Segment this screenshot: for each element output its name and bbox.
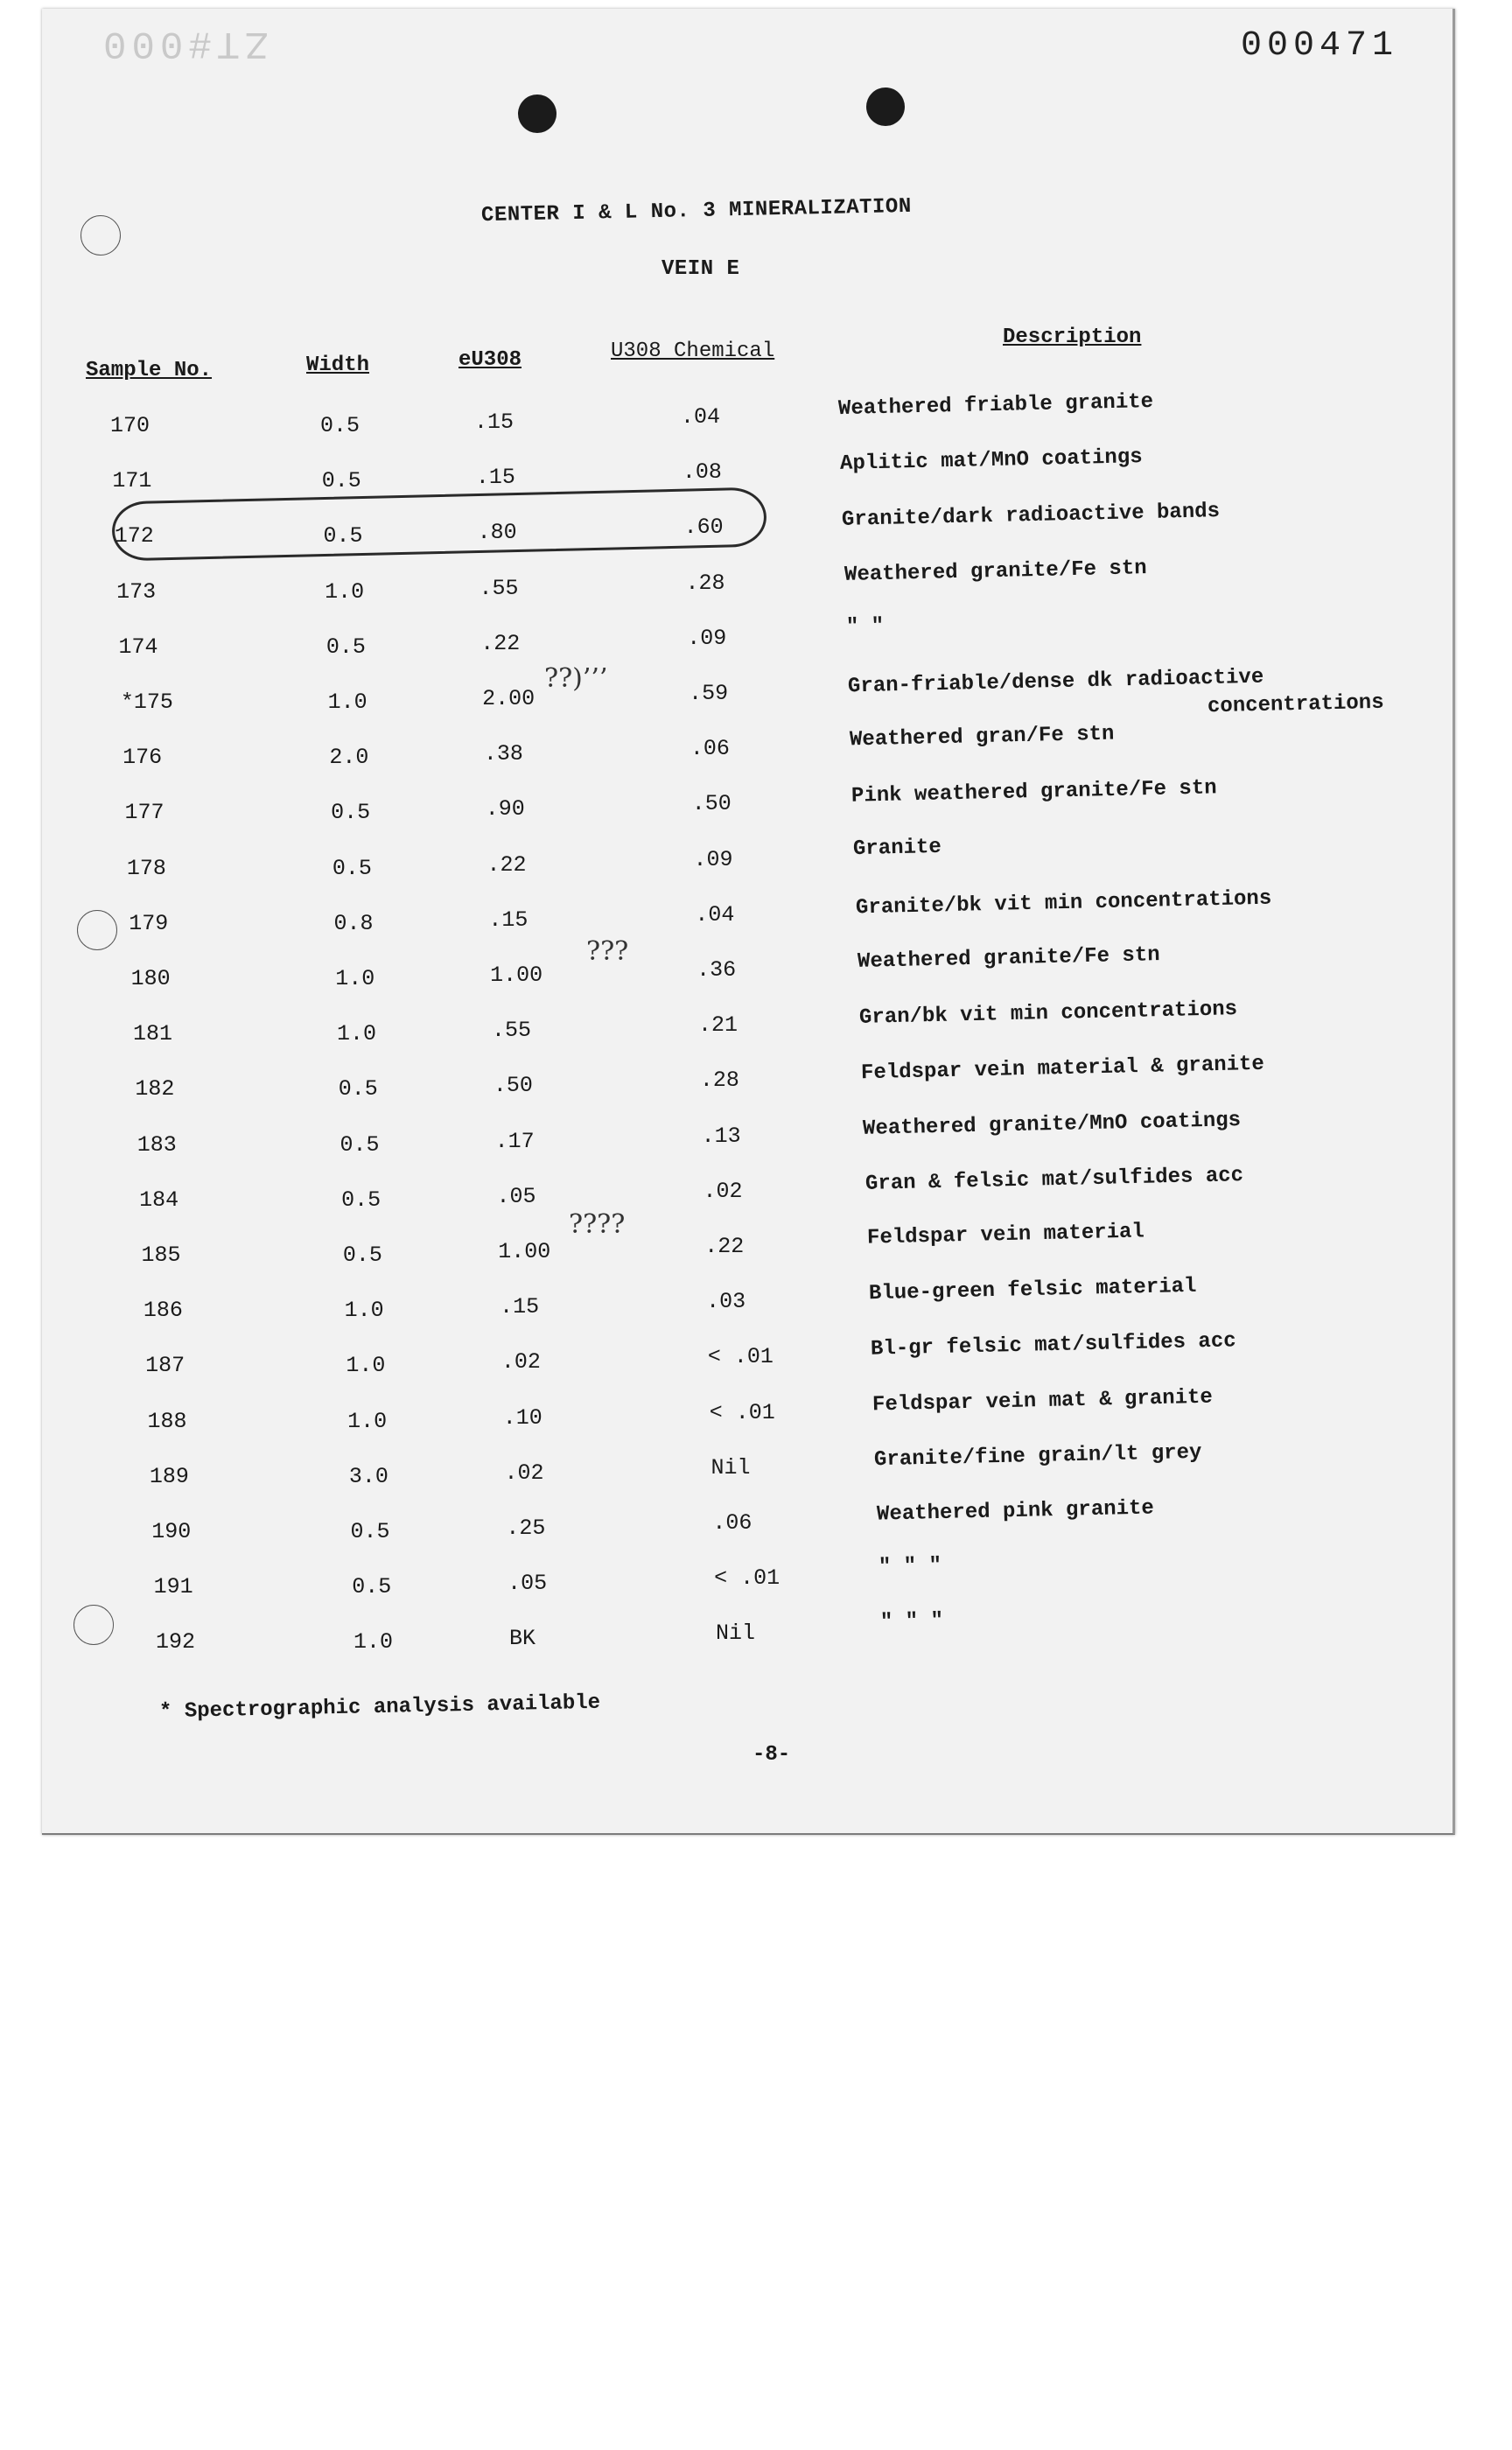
width-cell: 0.5 <box>320 413 360 438</box>
sample-no-cell: 178 <box>126 855 166 881</box>
width-cell: 0.5 <box>340 1131 380 1158</box>
description-cell: Gran-friable/dense dk radioactive <box>847 665 1264 699</box>
sample-no-cell: 177 <box>124 800 164 826</box>
description-cell: Aplitic mat/MnO coatings <box>839 445 1144 477</box>
eu308-cell: .55 <box>479 575 519 601</box>
width-cell: 1.0 <box>347 1408 388 1434</box>
width-cell: 0.5 <box>342 1242 382 1268</box>
header-sample-no: Sample No. <box>86 359 213 382</box>
sample-no-cell: 190 <box>151 1519 192 1544</box>
header-description: Description <box>1003 326 1142 349</box>
width-cell: 0.5 <box>352 1574 392 1600</box>
width-cell: 0.5 <box>341 1186 382 1213</box>
description-cell: " " <box>845 614 885 640</box>
eu308-cell: 2.00 <box>482 686 536 711</box>
eu308-cell: .05 <box>508 1571 548 1597</box>
sample-no-cell: 170 <box>110 413 150 438</box>
chemical-cell: < .01 <box>709 1399 775 1425</box>
footnote: * Spectrographic analysis available <box>158 1690 601 1725</box>
description-cell: Pink weathered granite/Fe stn <box>851 776 1218 809</box>
width-cell: 0.5 <box>332 855 372 881</box>
sample-no-cell: 173 <box>116 578 157 605</box>
header-width: Width <box>306 354 370 377</box>
width-cell: 0.5 <box>323 523 363 550</box>
eu308-cell: .25 <box>506 1516 546 1541</box>
document-page <box>42 9 1455 1835</box>
sample-no-cell: 176 <box>122 745 163 771</box>
width-cell: 1.0 <box>325 578 365 605</box>
eu308-cell: .22 <box>480 630 521 656</box>
width-cell: 1.0 <box>354 1629 394 1656</box>
sample-no-cell: 184 <box>139 1186 179 1213</box>
sample-no-cell: 192 <box>156 1629 196 1656</box>
description-cell-continuation: concentrations <box>1207 690 1384 719</box>
width-cell: 0.5 <box>331 800 371 826</box>
width-cell: 0.5 <box>326 634 366 660</box>
sample-no-cell: 174 <box>118 634 158 660</box>
eu308-cell: 1.00 <box>498 1239 551 1264</box>
chemical-cell: .09 <box>687 625 727 651</box>
chemical-cell: .50 <box>691 791 732 817</box>
chemical-cell: .06 <box>690 736 730 762</box>
description-cell: " " " <box>878 1554 942 1580</box>
chemical-cell: .02 <box>703 1178 743 1204</box>
sample-no-cell: 182 <box>135 1076 175 1102</box>
width-cell: 1.0 <box>335 966 375 991</box>
sample-no-cell: 179 <box>129 910 169 936</box>
description-cell: Feldspar vein material <box>866 1220 1144 1250</box>
chemical-cell: .08 <box>682 459 722 486</box>
description-cell: Weathered gran/Fe stn <box>849 722 1115 752</box>
document-subtitle: VEIN E <box>662 257 740 281</box>
eu308-cell: .90 <box>485 796 525 822</box>
eu308-cell: .02 <box>500 1349 541 1376</box>
chemical-cell: .60 <box>683 514 724 541</box>
sample-no-cell: 187 <box>145 1353 186 1379</box>
eu308-cell: .38 <box>483 741 523 767</box>
punch-ring-bottom <box>74 1605 114 1645</box>
chemical-cell: .28 <box>699 1068 739 1094</box>
sample-no-cell: 188 <box>147 1408 187 1434</box>
eu308-cell: .02 <box>504 1460 544 1486</box>
punch-hole-left <box>518 94 556 133</box>
description-cell: Weathered friable granite <box>837 389 1154 422</box>
sample-no-cell: 171 <box>112 468 152 494</box>
width-cell: 0.5 <box>350 1519 390 1544</box>
eu308-cell: .22 <box>486 851 527 878</box>
sample-no-cell: 181 <box>133 1021 173 1047</box>
description-cell: Bl-gr felsic mat/sulfides acc <box>870 1329 1237 1362</box>
eu308-cell: BK <box>509 1626 536 1652</box>
description-cell: Weathered granite/MnO coatings <box>863 1108 1242 1141</box>
sample-no-cell: 183 <box>136 1131 177 1158</box>
eu308-cell: .05 <box>496 1183 536 1209</box>
description-cell: Feldspar vein material & granite <box>860 1053 1265 1086</box>
description-cell: Blue-green felsic material <box>868 1274 1197 1306</box>
sample-no-cell: 172 <box>114 523 154 550</box>
document-title: CENTER I & L No. 3 MINERALIZATION <box>480 194 913 228</box>
width-cell: 1.0 <box>344 1298 384 1324</box>
description-cell: Granite/fine grain/lt grey <box>874 1440 1203 1473</box>
header-eu308: eU308 <box>458 348 522 372</box>
chemical-cell: .04 <box>681 404 721 430</box>
chemical-cell: .03 <box>706 1289 746 1315</box>
width-cell: 1.0 <box>337 1021 377 1047</box>
page-stamp-number: 000471 <box>1241 26 1399 66</box>
chemical-cell: .09 <box>693 846 733 872</box>
handwritten-marks-180: ??? <box>586 936 629 967</box>
sample-no-cell: 186 <box>143 1298 183 1324</box>
chemical-cell: .22 <box>704 1234 745 1259</box>
chemical-cell: .21 <box>698 1012 738 1039</box>
eu308-cell: .80 <box>477 520 517 546</box>
width-cell: 3.0 <box>348 1463 388 1489</box>
eu308-cell: .17 <box>494 1128 535 1154</box>
chemical-cell: .28 <box>685 570 725 596</box>
eu308-cell: .50 <box>493 1073 533 1099</box>
eu308-cell: 1.00 <box>490 962 543 988</box>
description-cell: Granite/dark radioactive bands <box>842 500 1221 533</box>
description-cell: Weathered granite/Fe stn <box>857 943 1160 974</box>
description-cell: Gran/bk vit min concentrations <box>858 998 1238 1031</box>
eu308-cell: .10 <box>502 1404 542 1431</box>
eu308-cell: .15 <box>474 410 514 435</box>
chemical-cell: < .01 <box>707 1344 774 1370</box>
punch-ring-top <box>80 215 121 256</box>
chemical-cell: .04 <box>695 901 735 928</box>
description-cell: Feldspar vein mat & granite <box>872 1385 1214 1418</box>
sample-no-cell: 180 <box>130 966 171 991</box>
chemical-cell: .06 <box>712 1510 752 1536</box>
chemical-cell: Nil <box>710 1454 751 1480</box>
width-cell: 1.0 <box>327 690 368 715</box>
description-cell: Granite <box>853 835 942 861</box>
handwritten-marks-175: ??)’’’ <box>544 663 608 694</box>
description-cell: Weathered pink granite <box>876 1496 1154 1527</box>
sample-no-cell: 191 <box>153 1574 193 1600</box>
eu308-cell: .15 <box>488 906 528 933</box>
chemical-cell: < .01 <box>714 1565 780 1592</box>
punch-ring-middle <box>77 910 117 950</box>
sample-no-cell: 189 <box>149 1463 189 1489</box>
chemical-cell: .13 <box>701 1123 741 1149</box>
punch-hole-right <box>866 88 905 126</box>
eu308-cell: .15 <box>475 465 515 491</box>
chemical-cell: Nil <box>716 1620 756 1647</box>
chemical-cell: .59 <box>689 681 729 706</box>
description-cell: Gran & felsic mat/sulfides acc <box>864 1163 1243 1196</box>
description-cell: " " " <box>879 1609 944 1635</box>
width-cell: 0.5 <box>338 1076 378 1102</box>
width-cell: 1.0 <box>346 1353 386 1379</box>
sample-no-cell: 185 <box>141 1242 181 1268</box>
width-cell: 0.8 <box>333 910 374 936</box>
eu308-cell: .15 <box>500 1294 540 1320</box>
description-cell: Weathered granite/Fe stn <box>844 556 1147 587</box>
sample-no-cell: *175 <box>120 690 173 715</box>
handwritten-marks-185: ???? <box>569 1209 626 1240</box>
chemical-cell: .36 <box>696 957 737 983</box>
eu308-cell: .55 <box>492 1018 532 1044</box>
page-number: -8- <box>752 1743 791 1767</box>
width-cell: 0.5 <box>321 468 361 494</box>
width-cell: 2.0 <box>329 745 369 771</box>
header-u308-chemical: U308 Chemical <box>611 340 775 363</box>
description-cell: Granite/bk vit min concentrations <box>855 886 1272 920</box>
faint-page-stamp: ZT#000 <box>98 21 269 65</box>
